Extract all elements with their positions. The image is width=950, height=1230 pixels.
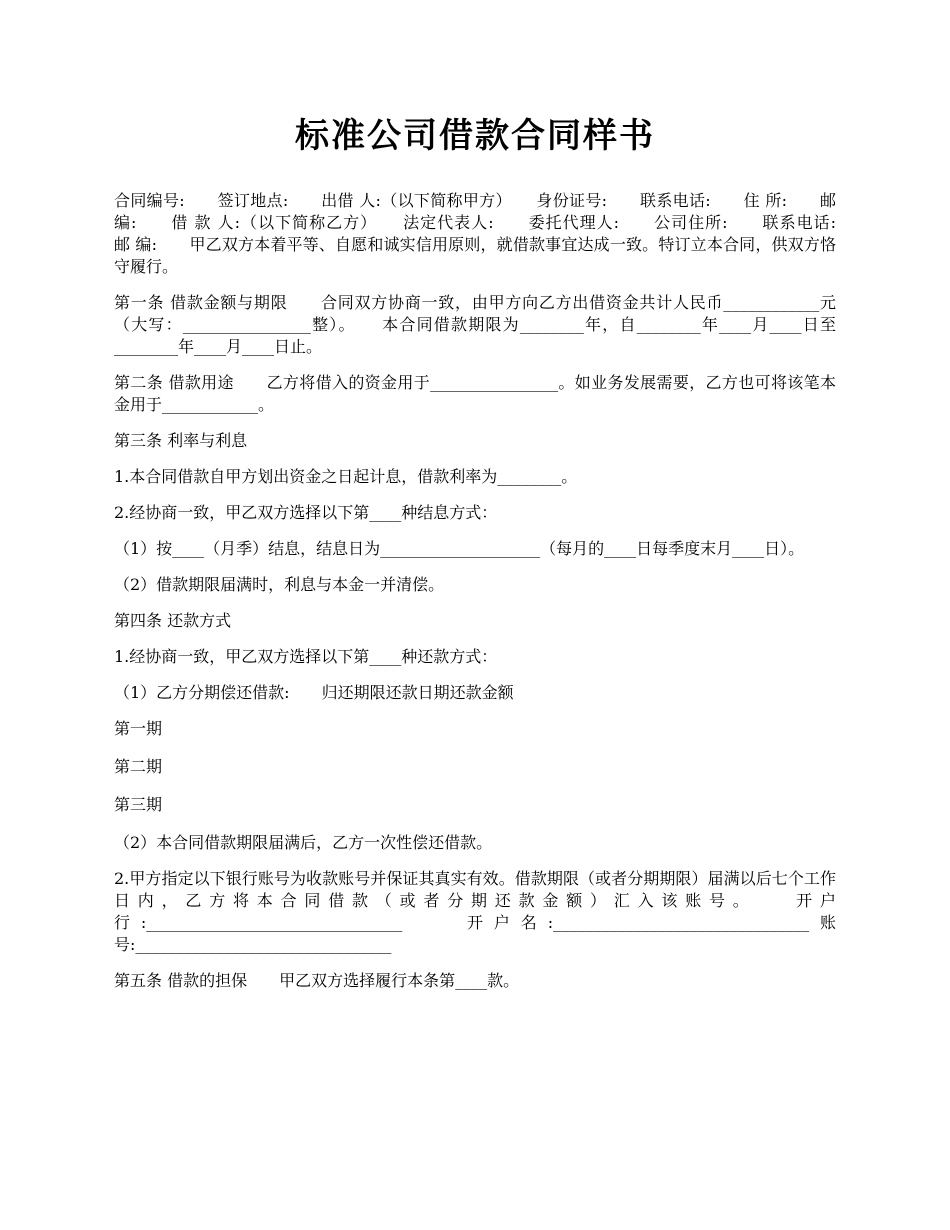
article-1-amount-term: 第一条 借款金额与期限 合同双方协商一致，由甲方向乙方出借资金共计人民币____________元（大写：________________整）。 本合同借款期限为________年，自________年____月____日至________年____月____日止。 — [114, 293, 836, 356]
installment-1: 第一期 — [114, 719, 163, 738]
article-4-item-2-bank-account: 2.甲方指定以下银行账号为收款账号并保证其真实有效。借款期限（或者分期期限）届满以后七个工作日内，乙方将本合同借款（或者分期还款金额）汇入该账号。 开户行:________________________________ 开户名:________________________________账 号:________________________________ — [114, 869, 836, 954]
article-2-purpose: 第二条 借款用途 乙方将借入的资金用于________________。如业务发展需要，乙方也可将该笔本金用于____________。 — [114, 373, 836, 414]
article-4-heading: 第四条 还款方式 — [114, 611, 232, 630]
article-3-option-2: （2）借款期限届满时，利息与本金一并清偿。 — [114, 575, 445, 594]
article-3-heading: 第三条 利率与利息 — [114, 431, 248, 450]
article-3-item-2: 2.经协商一致，甲乙双方选择以下第____种结息方式： — [114, 503, 498, 522]
document-title: 标准公司借款合同样书 — [295, 116, 655, 156]
document-page — [114, 112, 869, 1006]
installment-2: 第二期 — [114, 757, 163, 776]
article-4-item-1: 1.经协商一致，甲乙双方选择以下第____种还款方式： — [114, 647, 498, 666]
article-5-guarantee: 第五条 借款的担保 甲乙双方选择履行本条第____款。 — [114, 971, 520, 990]
article-3-item-1: 1.本合同借款自甲方划出资金之日起计息，借款利率为________。 — [114, 467, 578, 486]
article-4-option-2: （2）本合同借款期限届满后，乙方一次性偿还借款。 — [114, 833, 493, 852]
installment-3: 第三期 — [114, 795, 163, 814]
article-3-option-1: （1）按____（月季）结息，结息日为____________________（每月的____日每季度末月____日）。 — [114, 539, 805, 558]
article-4-option-1: （1）乙方分期偿还借款: 归还期限还款日期还款金额 — [114, 683, 514, 702]
contract-parties-paragraph: 合同编号: 签订地点: 出借 人:（以下简称甲方） 身份证号: 联系电话: 住 所: 邮 编: 借 款 人:（以下简称乙方） 法定代表人: 委托代理人: 公司住所: 联系电话: 邮 编: 甲乙双方本着平等、自愿和诚实信用原则，就借款事宜达成一致。特订立本合同，供双方恪守履行。 — [114, 191, 869, 276]
